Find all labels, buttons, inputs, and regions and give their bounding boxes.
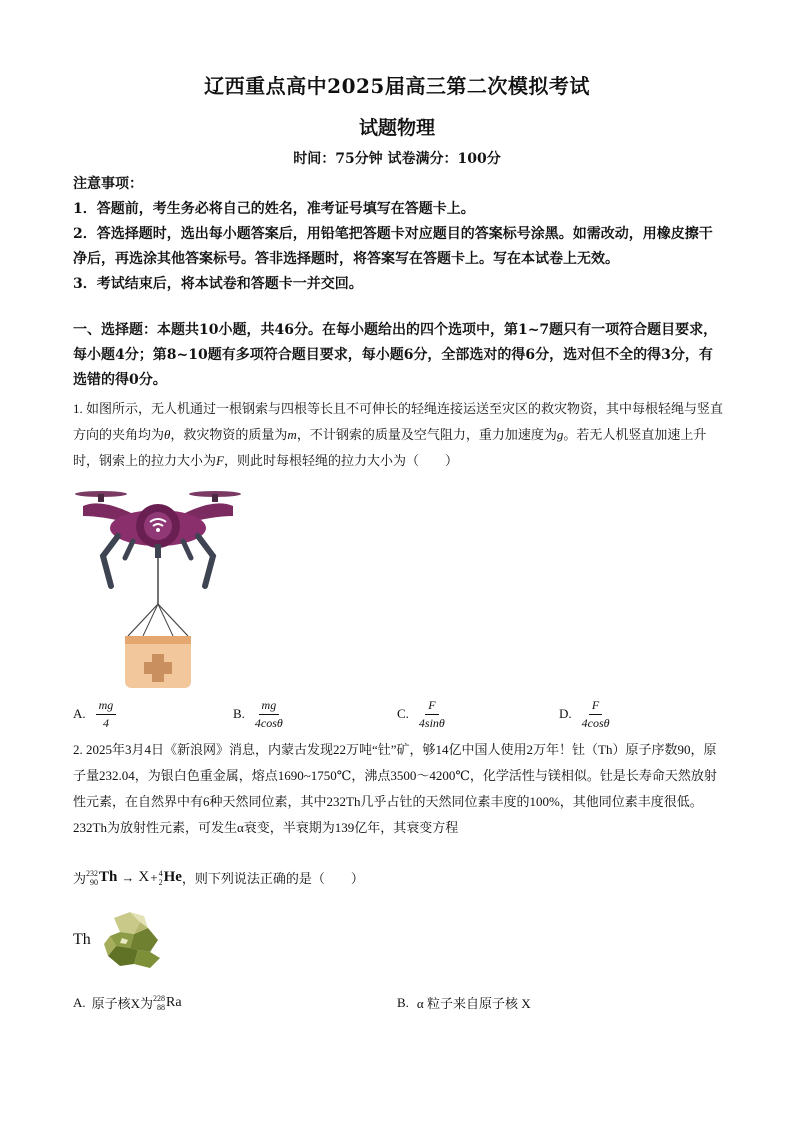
q1-text-2: ，救灾物资的质量为 <box>170 427 288 442</box>
rope <box>128 604 158 636</box>
q1-mass-symbol: m <box>287 427 297 442</box>
drone-leg-left <box>103 536 118 586</box>
q1-option-d[interactable]: D. $\frac{F}{4\cos\theta}$ <box>559 697 610 730</box>
thorium-nuclide: 232 90 Th <box>86 868 118 887</box>
notes-item-1: 1．答题前，考生务必将自己的姓名，准考证号填写在答题卡上。 <box>73 201 475 217</box>
notes-item-3: 3．考试结束后，将本试卷和答题卡一并交回。 <box>73 276 363 292</box>
section-heading: 一、选择题：本题共10小题，共46分。在每小题给出的四个选项中，第1~7题只有一项符合题目要求，每小题4分；第8~10题有多项符合题目要求，每小题6分，全部选对的得6分，选对但不全的得3分，有选错的得0分。 <box>73 322 718 388</box>
q2-option-b[interactable]: B. α 粒子来自原子核 X <box>397 994 531 1011</box>
q1-option-a[interactable]: A. $\frac{mg}{4}$ <box>73 694 116 734</box>
notes-item-2: 2．答选择题时，选出每小题答案后，用铅笔把答题卡对应题目的答案标号涂黑。如需改动，用橡皮擦干净后，再选涂其他答案标号。答非选择题时，将答案写在答题卡上。写在本试卷上无效。 <box>73 226 713 267</box>
q1-text-5: ，则此时每根轻绳的拉力大小为（ ） <box>223 453 458 468</box>
q2-options <box>73 993 723 1017</box>
exam-title: 辽西重点高中2025届高三第二次模拟考试 <box>204 74 590 98</box>
helium-nuclide: 4 2 He <box>158 868 182 887</box>
q1-option-b[interactable]: B. $\frac{mg}{4\cos\theta}$ <box>233 697 283 730</box>
notes-heading: 注意事项： <box>73 176 143 192</box>
question-2-stem: 2. 2025年3月4日《新浪网》消息，内蒙古发现22万吨“钍”矿，够14亿中国人使用2万年！钍（Th）原子序数90，原子量232.04，为银白色重金属，熔点1690~1750℃，沸点3500～4200℃，化学活性与镁相似。钍是长寿命天然放射性元素，在自然界中有6种天然同位素，其中232Th几乎占钍的天然同位素丰度的100%，其他同位素丰度很低。232Th为放射性元素，可发生α衰变，半衰期为139亿年，其衰变方程 <box>73 742 717 835</box>
drone-illustration <box>73 486 243 691</box>
q1-g-symbol: g <box>556 427 564 442</box>
question-1-stem <box>73 396 723 474</box>
box-lid <box>125 636 191 644</box>
q2-option-a[interactable]: A. 原子核X为 228 88 Ra <box>73 993 182 1012</box>
q1-text-3: ，不计钢索的质量及空气阻力，重力加速度为 <box>296 427 557 442</box>
x-nucleus: X <box>138 869 150 885</box>
q1-option-c[interactable]: C. $\frac{F}{4\sin\theta}$ <box>397 697 445 730</box>
exam-subtitle: 试题物理 <box>358 117 435 139</box>
q1-options <box>73 694 723 734</box>
arrow-symbol: → <box>121 869 135 885</box>
q1-text-1: 1. 如图所示，无人机通过一根钢索与四根等长且不可伸长的轻绳连接运送至灾区的救灾物资，其中每根轻绳与竖直方向的夹角均为 <box>73 401 724 442</box>
exam-time-info: 时间：75分钟 试卷满分：100分 <box>293 151 501 167</box>
q1-force-symbol: F <box>216 453 224 468</box>
notes-section <box>73 172 723 297</box>
thorium-image-label: Th <box>73 931 91 948</box>
drone-leg-right <box>198 536 213 586</box>
radium-nuclide: 228 88 Ra <box>153 993 182 1012</box>
q1-text-4: 。若无人机竖直加速上升时，钢索上的拉力大小为 <box>73 427 707 468</box>
rope <box>158 604 188 636</box>
thorium-crystal-image <box>100 908 166 974</box>
q1-theta: θ <box>164 427 171 442</box>
decay-equation: 为 232 90 Th → X + 4 2 He ，则下列说法正确的是（ ） <box>73 868 364 887</box>
